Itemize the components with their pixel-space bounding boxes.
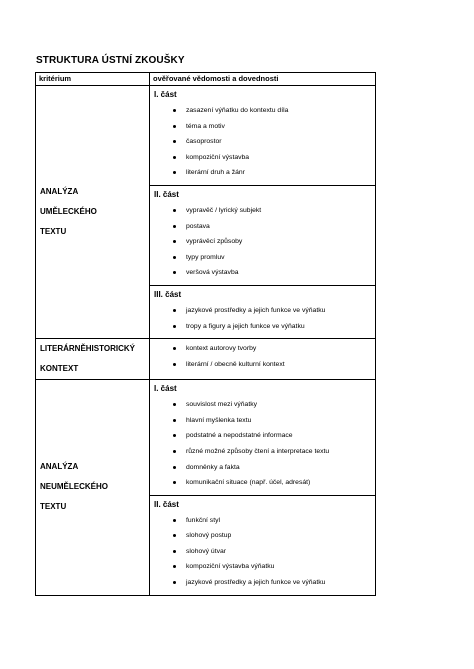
- criterion-line: KONTEXT: [40, 364, 79, 374]
- list-item: hlavní myšlenka textu: [154, 413, 375, 429]
- list-item: kontext autorovy tvorby: [154, 341, 375, 357]
- list-item: vypravěč / lyrický subjekt: [154, 203, 375, 219]
- part-heading: III. část: [154, 289, 182, 299]
- criterion-line: LITERÁRNĚHISTORICKÝ: [40, 344, 135, 354]
- list-item: kompoziční výstavba: [154, 150, 375, 166]
- list-item: slohový postup: [154, 528, 375, 544]
- header-skills: ověřované vědomosti a dovednosti: [150, 73, 376, 86]
- table-header-row: [36, 73, 376, 86]
- criterion-line: ANALÝZA: [40, 462, 79, 472]
- criterion-line: TEXTU: [40, 227, 67, 237]
- list-item: zasazení výňatku do kontextu díla: [154, 103, 375, 119]
- list-item: téma a motiv: [154, 119, 375, 135]
- part-heading: II. část: [154, 189, 179, 199]
- list-item: časoprostor: [154, 134, 375, 150]
- list-item: kompoziční výstavba výňatku: [154, 559, 375, 575]
- table-row: [36, 86, 376, 339]
- criterion-cell: [36, 380, 150, 596]
- list-item: podstatné a nepodstatné informace: [154, 428, 375, 444]
- skills-cell: [150, 380, 376, 596]
- skills-cell: [150, 339, 376, 380]
- list-item: vyprávěcí způsoby: [154, 234, 375, 250]
- exam-structure-table: [35, 72, 376, 596]
- list-item: slohový útvar: [154, 544, 375, 560]
- list-item: tropy a figury a jejich funkce ve výňatku: [154, 319, 375, 335]
- skills-cell: [150, 86, 376, 339]
- section: [150, 380, 375, 495]
- list-item: jazykové prostředky a jejich funkce ve výňatku: [154, 303, 375, 319]
- criterion-line: NEUMĚLECKÉHO: [40, 482, 109, 492]
- bullet-list: [154, 513, 375, 591]
- bullet-list: [154, 397, 375, 491]
- criterion-line: UMĚLECKÉHO: [40, 207, 97, 217]
- list-item: literární druh a žánr: [154, 165, 375, 181]
- section: [150, 185, 375, 285]
- list-item: typy promluv: [154, 250, 375, 266]
- list-item: komunikační situace (např. účel, adresát): [154, 475, 375, 491]
- part-heading: I. část: [154, 384, 177, 394]
- criterion-cell: [36, 86, 150, 339]
- header-criterion: kritérium: [36, 73, 150, 86]
- criterion-line: TEXTU: [40, 502, 67, 512]
- part-heading: I. část: [154, 90, 177, 99]
- part-heading: II. část: [154, 499, 179, 509]
- bullet-list: [154, 303, 375, 334]
- table-row: [36, 339, 376, 380]
- list-item: domněnky a fakta: [154, 460, 375, 476]
- section: [150, 339, 375, 375]
- list-item: různé možné způsoby čtení a interpretace textu: [154, 444, 375, 460]
- list-item: postava: [154, 219, 375, 235]
- criterion-line: ANALÝZA: [40, 187, 79, 197]
- list-item: veršová výstavba: [154, 265, 375, 281]
- list-item: souvislost mezi výňatky: [154, 397, 375, 413]
- bullet-list: [154, 103, 375, 181]
- section: [150, 86, 375, 185]
- bullet-list: [154, 203, 375, 281]
- document-title: STRUKTURA ÚSTNÍ ZKOUŠKY: [36, 55, 185, 66]
- list-item: literární / obecně kulturní kontext: [154, 357, 375, 373]
- section: [150, 285, 375, 338]
- list-item: funkční styl: [154, 513, 375, 529]
- bullet-list: [154, 341, 375, 372]
- criterion-cell: [36, 339, 150, 380]
- table-row: [36, 380, 376, 596]
- list-item: jazykové prostředky a jejich funkce ve výňatku: [154, 575, 375, 591]
- section: [150, 495, 375, 595]
